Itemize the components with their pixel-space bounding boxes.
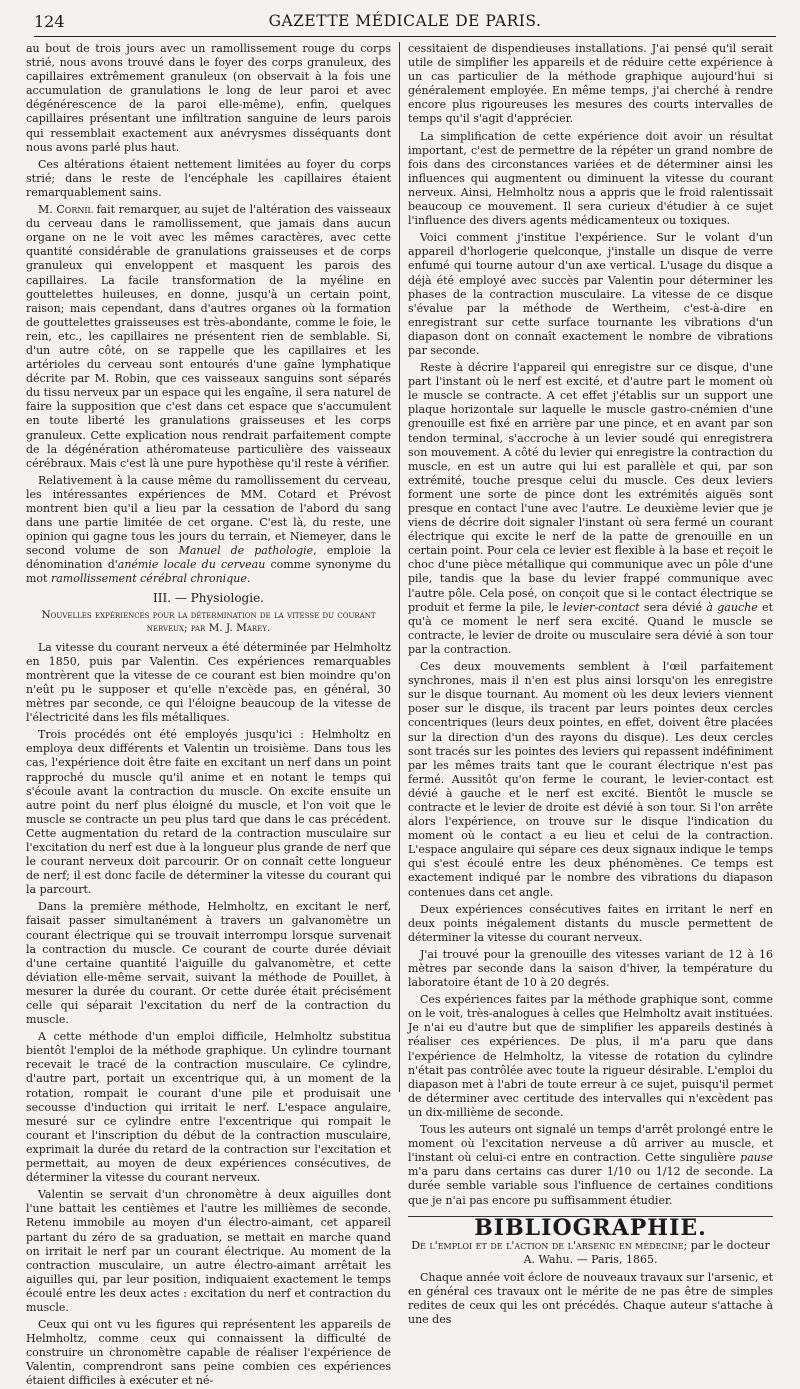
article-subtitle: Nouvelles expériences pour la détermination de la vitesse du courant nerveux; par M. J. Marey. [41,608,376,634]
paragraph: M. Cornil fait remarquer, au sujet de l'altération des vaisseaux du cerveau dans le ramollissement, que jamais dans aucun organe on ne le voit avec les mêmes caractères, avec cette quantité considérable de granulations graisseuses et de corps granuleux qui enveloppent et masquent les parois des capillaires. La facile transformation de la myéline en gouttelettes huileuses, en donne, jusqu'à un certain point, raison; mais cependant, dans d'autres organes où la formation de gouttelettes graisseuses est très-abondante, comme le foie, le rein, etc., les capillaires ne présentent rien de semblable. Si, d'un autre côté, on se rappelle que les capillaires et les artérioles du cerveau sont entourés d'une gaîne lymphatique décrite par M. Robin, que ces vaisseaux sanguins sont séparés du tissu nerveux par un espace qui les engaîne, il sera naturel de faire la supposition que c'est dans cet espace que s'accumulent en toute liberté les granulations graisseuses et les corps granuleux. Cette explication nous rendrait parfaitement compte de la dégénération athéromateuse particulière des vaisseaux cérébraux. Mais c'est là une pure hypothèse qu'il reste à vérifier. [26,203,391,470]
paragraph: Trois procédés ont été employés jusqu'ici : Helmholtz en employa deux différents et Valentin un troisième. Dans tous les cas, l'expérience doit être faite en excitant un nerf dans un point rapproché du muscle qu'il anime et en notant le temps qui s'écoule avant la contraction du muscle. On excite ensuite un autre point du nerf plus éloigné du muscle, et l'on voit que le muscle se contracte un peu plus tard que dans le cas précédent. Cette augmentation du retard de la contraction musculaire sur l'excitation du nerf est due à la longueur plus grande de nerf que le courant nerveux doit parcourir. Or on connaît cette longueur de nerf; il est donc facile de déterminer la vitesse du courant qui la parcourt. [26,728,391,897]
paragraph: cessitaient de dispendieuses installations. J'ai pensé qu'il serait utile de simplifier les appareils et de réduire cette expérience à un cas particulier de la méthode graphique aujourd'hui si généralement employée. En même temps, j'ai cherché à rendre encore plus rigoureuses les mesures des courts intervalles de temps qu'il s'agit d'apprécier. [408,42,773,126]
italic-term: à gauche [706,600,758,614]
italic-term: anémie locale du cerveau [117,558,266,572]
bibliography-heading: BIBLIOGRAPHIE. [474,1214,707,1241]
paragraph: Dans la première méthode, Helmholtz, en excitant le nerf, faisait passer simultanément à travers un galvanomètre un courant électrique qui se trouvait interrompu lorsque survenait la contraction du muscle. Ce courant de courte durée déviait d'une certaine quantité l'aiguille du galvanomètre, et cette déviation elle-même servait, suivant la méthode de Pouillet, à mesurer la durée du courant. Or cette durée était précisément celle qui séparait l'excitation du nerf de la contraction du muscle. [26,900,391,1027]
italic-term: levier-contact [562,600,640,614]
paragraph: Valentin se servait d'un chronomètre à deux aiguilles dont l'une battait les centièmes et l'autre les millièmes de seconde. Retenu immobile au moyen d'un électro-aimant, cet appareil partant du zéro de sa graduation, se mettait en marche quand on irritait le nerf par un courant électrique. Au moment de la contraction musculaire, un autre électro-aimant arrêtait les aiguilles qui, par leur position, indiquaient exactement le temps écoulé entre les deux actes : excitation du nerf et contraction du muscle. [26,1188,391,1314]
paragraph: Chaque année voit éclore de nouveaux travaux sur l'arsenic, et en général ces travaux ont le mérite de ne pas être de simples redites de ceux qui les ont précédés. Chaque auteur s'attache à une des [408,1270,773,1326]
paragraph: J'ai trouvé pour la grenouille des vitesses variant de 12 à 16 mètres par seconde dans la saison d'hiver, la température du laboratoire étant de 10 à 20 degrés. [408,947,773,990]
paragraph: au bout de trois jours avec un ramollissement rouge du corps strié, nous avons trouvé dans le foyer des corps granuleux, des capillaires extrêmement granuleux (on observait à la fois une accumulation de granulations le long de leur paroi et avec dégénérescence de la paroi elle-même), enfin, quelques capillaires présentant une infiltration sanguine de leurs parois qui ressemblait exactement aux anévrysmes disséquants dont nous avons parlé plus haut. [26,42,391,154]
right-column [408,42,773,1326]
italic-term: ramollissement cérébral chronique [50,572,247,586]
left-column [26,42,391,1388]
column-divider [399,42,400,1092]
section-heading: III. — Physiologie. [153,590,264,605]
paragraph: Ces expériences faites par la méthode graphique sont, comme on le voit, très-analogues à celles que Helmholtz avait instituées. Je n'ai eu d'autre but que de simplifier les appareils destinés à réaliser ces expériences. De plus, il m'a paru que dans l'expérience de Helmholtz, la vitesse de rotation du cylindre n'était pas contrôlée avec toute la rigueur désirable. L'emploi du diapason met à l'abri de toute erreur à ce sujet, puisqu'il permet de déterminer avec certitude des intervalles qui n'excèdent pas un dix-millième de seconde. [408,993,773,1119]
paragraph: Relativement à la cause même du ramollissement du cerveau, les intéressantes expériences de MM. Cotard et Prévost montrent bien qu'il a lieu par la cessation de l'abord du sang dans une partie limitée de cet organe. C'est là, du reste, une opinion qui gagne tous les jours du terrain, et Niemeyer, dans le second volume de son Manuel de pathologie, emploie la dénomination d'anémie locale du cerveau comme synonyme du mot ramollissement cérébral chronique. [26,473,391,586]
page-header [34,10,776,37]
paragraph: Reste à décrire l'appareil qui enregistre sur ce disque, d'une part l'instant où le nerf est excité, et d'autre part le moment où le muscle se contracte. A cet effet j'établis sur un support une plaque horizontale sur laquelle le muscle gastro-cnémien d'une grenouille est fixé en arrière par une pince, et en avant par son tendon terminal, s'accroche à un levier soudé qui enregistrera son mouvement. A côté du levier qui enregistre la contraction du muscle, en est un autre qui lui est parallèle et qui, par son extrémité, touche presque celui du muscle. Ces deux leviers forment une sorte de pince dont les extrémités aiguës sont presque en contact l'une avec l'autre. Le deuxième levier que je viens de décrire doit signaler l'instant où sera fermé un courant électrique qui excite le nerf de la patte de grenouille en un certain point. Pour cela ce levier est flexible à la base et reçoit le choc d'une pièce métallique qui communique avec un pôle d'une pile, tandis que la base du levier frappé communique avec l'autre pôle. Cela posé, on conçoit que si le contact électrique se produit et ferme la pile, le levier-contact sera dévié à gauche et qu'à ce moment le nerf sera excité. Quand le muscle se contracte, le levier de droite ou musculaire sera dévié à son tour par la contraction. [408,361,773,656]
paragraph: Deux expériences consécutives faites en irritant le nerf en deux points inégalement distants du muscle permettent de déterminer la vitesse du courant nerveux. [408,902,773,944]
paragraph: Ces altérations étaient nettement limitées au foyer du corps strié; dans le reste de l'encéphale les capillaires étaient remarquablement sains. [26,157,391,199]
paragraph: Tous les auteurs ont signalé un temps d'arrêt prolongé entre le moment où l'excitation nerveuse a dû arriver au muscle, et l'instant où celui-ci entre en contraction. Cette singulière pause m'a paru dans certains cas durer 1/10 ou 1/12 de seconde. La durée semble variable sous l'influence de certaines conditions que je n'ai pas encore pu suffisamment étudier. [408,1123,773,1207]
book-title: Manuel de pathologie [178,544,314,558]
page-number: 124 [34,12,65,31]
running-title: GAZETTE MÉDICALE DE PARIS. [268,12,542,30]
speaker-name: M. Cornil [38,203,93,217]
paragraph: A cette méthode d'un emploi difficile, Helmholtz substitua bientôt l'emploi de la méthode graphique. Un cylindre tournant recevait le tracé de la contraction musculaire. Ce cylindre, d'autre part, portait un excentrique qui, à un moment de la rotation, rompait le courant d'une pile et produisait une secousse d'induction qui irritait le nerf. L'espace angulaire, mesuré sur ce cylindre entre l'excentrique qui rompait le courant et l'inscription du début de la contraction musculaire, exprimait la durée du retard de la contraction sur l'excitation et permettait, au moyen de deux expériences consécutives, de déterminer la vitesse du courant nerveux. [26,1030,391,1185]
italic-term: pause [740,1151,773,1165]
paragraph: La simplification de cette expérience doit avoir un résultat important, c'est de permettre de la répéter un grand nombre de fois dans des circonstances variées et de déterminer ainsi les influences qui augmentent ou diminuent la vitesse du courant nerveux. Ainsi, Helmholtz nous a appris que le froid ralentissait beaucoup ce mouvement. Il sera curieux d'étudier à ce sujet l'influence des divers agents médicamenteux ou toxiques. [408,129,773,228]
paragraph: Ceux qui ont vu les figures qui représentent les appareils de Helmholtz, comme ceux qui connaissent la difficulté de construire un chronomètre capable de réaliser l'expérience de Valentin, comprendront sans peine combien ces expériences étaient difficiles à exécuter et né- [26,1318,391,1388]
paragraph: Voici comment j'institue l'expérience. Sur le volant d'un appareil d'horlogerie quelconque, j'installe un disque de verre enfumé qui tourne autour d'un axe vertical. L'usage du disque a déjà été employé avec succès par Valentin pour déterminer les phases de la contraction musculaire. La vitesse de ce disque s'évalue par la méthode de Wertheim, c'est-à-dire en enregistrant sur cette surface tournante les vibrations d'un diapason dont on connaît exactement le nombre de vibrations par seconde. [408,231,773,357]
paragraph: Ces deux mouvements semblent à l'œil parfaitement synchrones, mais il n'en est plus ainsi lorsqu'on les enregistre sur le disque tournant. Au moment où les deux leviers viennent poser sur le disque, ils tracent par leurs pointes deux cercles concentriques (leurs deux pointes, en effet, doivent être placées sur la direction d'un des rayons du disque). Les deux cercles sont tracés sur les pointes des leviers qui repassent indéfiniment par les mêmes traits tant que le courant électrique n'est pas fermé. Aussitôt qu'on ferme le courant, le levier-contact est dévié à gauche et le nerf est excité. Bientôt le muscle se contracte et le levier de droite est dévié à son tour. Si l'on arrête alors l'expérience, on trouve sur le disque l'indication du moment où le contact a eu lieu et celui de la contraction. L'espace angulaire qui sépare ces deux signaux indique le temps qui s'est écoulé entre les deux phénomènes. Ce temps est exactement indiqué par le nombre des vibrations du diapason contenues dans cet angle. [408,660,773,899]
paragraph: La vitesse du courant nerveux a été déterminée par Helmholtz en 1850, puis par Valentin. Ces expériences remarquables montrèrent que la vitesse de ce courant est bien moindre qu'on n'eût pu le supposer et qu'elle n'excède pas, en général, 30 mètres par seconde, ce qui l'éloigne beaucoup de la vitesse de l'électricité dans les fils métalliques. [26,640,391,725]
bibliography-reference: De l'emploi et de l'action de l'arsenic en médecine; par le docteur A. Wahu. — Paris, 1865. [411,1238,770,1266]
